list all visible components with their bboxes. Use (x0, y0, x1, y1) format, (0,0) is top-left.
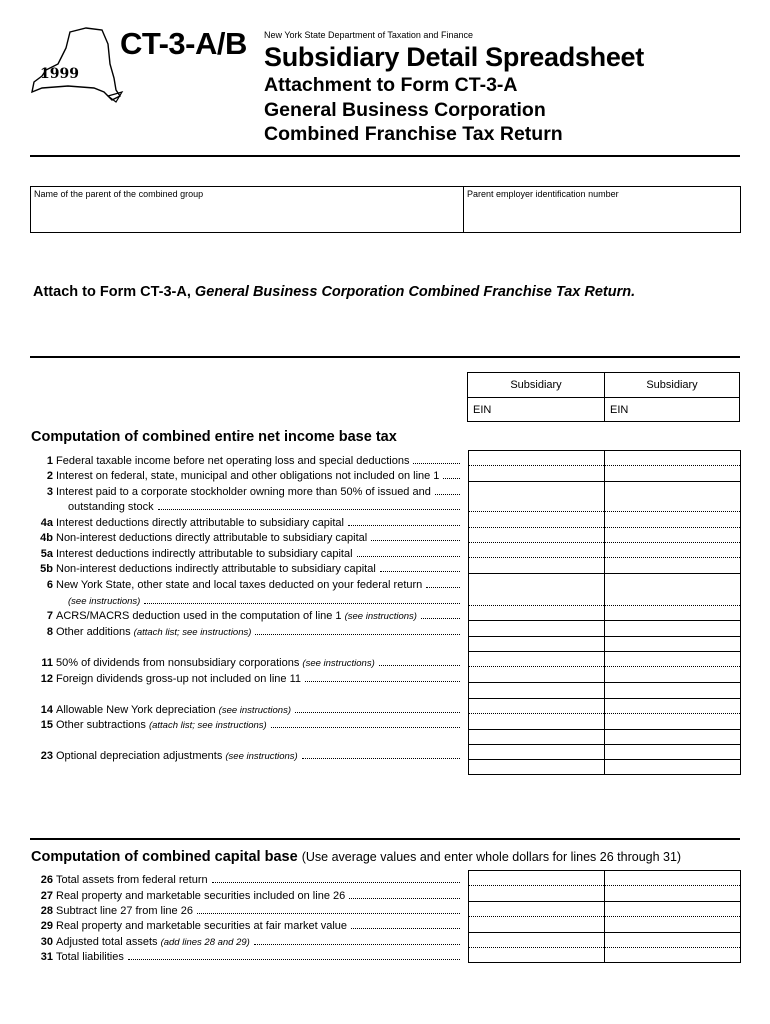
leader-dots (255, 634, 460, 635)
leader-dots (197, 913, 460, 914)
line-note: (see instructions) (344, 611, 417, 622)
line-text: Federal taxable income before net operating loss and special deductions (56, 455, 410, 467)
form-line (20, 517, 462, 529)
line-note: (see instructions) (218, 705, 292, 716)
capital-note: (Use average values and enter whole dollars for lines 26 through 31) (301, 850, 682, 864)
column-headers (467, 372, 740, 422)
line-number: 2 (46, 470, 53, 482)
line-number: 15 (40, 719, 53, 731)
line-text: Real property and marketable securities at fair market value (56, 920, 348, 932)
grid-line (469, 962, 740, 963)
section-divider-bottom (30, 838, 740, 840)
line-note: (see instructions) (302, 658, 375, 669)
line-number: 31 (40, 951, 53, 963)
line-text: Interest deductions directly attributable to subsidiary capital (56, 517, 344, 529)
line-number: 7 (46, 610, 53, 622)
line-text: Subtract line 27 from line 26 (56, 905, 193, 917)
form-line (20, 704, 462, 716)
attach-instruction (33, 284, 635, 300)
grid-line (469, 636, 740, 637)
subsidiary-ein-field[interactable]: EIN (467, 397, 605, 422)
line-text: Real property and marketable securities included on line 26 (56, 890, 346, 902)
line-number: 4a (40, 517, 53, 529)
form-line (20, 920, 462, 932)
line-number: 30 (40, 936, 53, 948)
attach-prefix: Attach to Form CT-3-A, (33, 284, 195, 300)
grid-line (469, 682, 740, 683)
line-number: 5a (40, 548, 53, 560)
income-entry-grid[interactable] (468, 450, 741, 775)
line-note: (attach list; see instructions) (133, 627, 252, 638)
line-text: outstanding stock (68, 501, 154, 513)
line-number: 26 (40, 874, 53, 886)
leader-dots (426, 587, 460, 588)
form-line (20, 595, 462, 607)
line-text: Interest paid to a corporate stockholder owning more than 50% of issued and (56, 486, 431, 498)
grid-line (469, 481, 740, 482)
grid-line (469, 527, 740, 528)
line-text: Interest deductions indirectly attributable to subsidiary capital (56, 548, 353, 560)
grid-line (469, 729, 740, 730)
line-note: (add lines 28 and 29) (160, 937, 250, 948)
grid-line (469, 511, 740, 512)
line-text: Allowable New York depreciation (56, 704, 216, 716)
line-text: Interest on federal, state, municipal and other obligations not included on line 1 (56, 470, 440, 482)
grid-line (469, 666, 740, 667)
form-line (20, 579, 462, 591)
leader-dots (371, 540, 460, 541)
identification-box (30, 186, 741, 233)
leader-dots (305, 681, 460, 682)
form-line (20, 563, 462, 575)
form-line (20, 750, 462, 762)
grid-column-separator (604, 450, 605, 775)
leader-dots (302, 758, 460, 759)
id-box-separator (463, 187, 464, 232)
line-text: Optional depreciation adjustments (56, 750, 223, 762)
form-line (20, 610, 462, 622)
parent-ein-label: Parent employer identification number (467, 189, 619, 199)
line-number: 4b (40, 532, 53, 544)
line-note: (see instructions) (68, 596, 141, 607)
leader-dots (348, 525, 460, 526)
leader-dots (351, 928, 460, 929)
leader-dots (349, 898, 460, 899)
leader-dots (357, 556, 460, 557)
form-line (20, 501, 462, 513)
line-text: Non-interest deductions directly attributable to subsidiary capital (56, 532, 368, 544)
leader-dots (144, 603, 460, 604)
line-text: Other additions (56, 626, 131, 638)
section-divider-top (30, 356, 740, 358)
header-divider (30, 155, 740, 157)
leader-dots (212, 882, 460, 883)
form-title: Subsidiary Detail Spreadsheet (264, 42, 644, 72)
line-number: 1 (46, 455, 53, 467)
form-line (20, 455, 462, 467)
grid-line (469, 465, 740, 466)
column-header-subsidiary: Subsidiary (467, 372, 605, 398)
form-line (20, 951, 462, 963)
line-text: Total liabilities (56, 951, 124, 963)
grid-line (469, 651, 740, 652)
line-number: 11 (41, 657, 53, 669)
capital-title: Computation of combined capital base (31, 849, 298, 865)
grid-line (469, 713, 740, 714)
grid-line (469, 744, 740, 745)
form-line (20, 874, 462, 886)
capital-section-title (31, 849, 681, 865)
grid-line (469, 573, 740, 574)
line-number: 14 (40, 704, 53, 716)
form-line (20, 905, 462, 917)
line-text: 50% of dividends from nonsubsidiary corporations (56, 657, 300, 669)
leader-dots (380, 571, 460, 572)
line-text: Total assets from federal return (56, 874, 208, 886)
grid-line (469, 916, 740, 917)
form-subtitle (264, 73, 563, 147)
form-number: CT-3-A/B (120, 26, 247, 61)
leader-dots (128, 959, 460, 960)
line-number: 27 (40, 890, 53, 902)
column-header-subsidiary: Subsidiary (604, 372, 740, 398)
form-line (20, 548, 462, 560)
subsidiary-ein-field[interactable]: EIN (604, 397, 740, 422)
leader-dots (295, 712, 460, 713)
form-year: 1999 (40, 66, 79, 82)
parent-name-label: Name of the parent of the combined group (34, 189, 204, 199)
income-section-title: Computation of combined entire net income base tax (31, 429, 397, 445)
line-text: New York State, other state and local taxes deducted on your federal return (56, 579, 423, 591)
line-number: 28 (40, 905, 53, 917)
line-text: Non-interest deductions indirectly attributable to subsidiary capital (56, 563, 376, 575)
form-line (20, 470, 462, 482)
attach-form-title: General Business Corporation Combined Franchise Tax Return. (194, 284, 636, 300)
leader-dots (435, 494, 460, 495)
grid-line (469, 870, 740, 871)
line-number: 29 (40, 920, 53, 932)
form-line (20, 890, 462, 902)
grid-line (469, 542, 740, 543)
leader-dots (271, 727, 460, 728)
leader-dots (379, 665, 460, 666)
grid-line (469, 932, 740, 933)
grid-line (469, 557, 740, 558)
line-text: Other subtractions (56, 719, 146, 731)
line-number: 8 (46, 626, 53, 638)
leader-dots (443, 478, 460, 479)
leader-dots (421, 618, 460, 619)
line-number: 3 (46, 486, 53, 498)
line-number: 6 (46, 579, 53, 591)
form-line (20, 532, 462, 544)
form-line (20, 719, 462, 731)
grid-line (469, 759, 740, 760)
form-line (20, 673, 462, 685)
leader-dots (413, 463, 460, 464)
grid-line (469, 947, 740, 948)
grid-line (469, 698, 740, 699)
subtitle-line: General Business Corporation (264, 98, 546, 121)
form-line (20, 486, 462, 498)
leader-dots (254, 944, 460, 945)
grid-line (469, 605, 740, 606)
form-line (20, 936, 462, 948)
leader-dots (158, 509, 460, 510)
line-text: Foreign dividends gross-up not included on line 11 (56, 673, 302, 685)
department-name: New York State Department of Taxation and Finance (264, 30, 473, 40)
grid-line (469, 450, 740, 451)
form-line (20, 657, 462, 669)
line-text: ACRS/MACRS deduction used in the computation of line 1 (56, 610, 342, 622)
grid-line (469, 774, 740, 775)
new-york-state-map-logo (28, 26, 124, 112)
line-text: Adjusted total assets (56, 936, 158, 948)
form-line (20, 626, 462, 638)
subtitle-line: Attachment to Form CT-3-A (264, 74, 518, 96)
grid-line (469, 885, 740, 886)
line-note: (see instructions) (225, 751, 298, 762)
line-number: 12 (40, 673, 53, 685)
grid-line (469, 901, 740, 902)
capital-entry-grid[interactable] (468, 870, 741, 963)
grid-line (469, 620, 740, 621)
line-note: (attach list; see instructions) (148, 720, 267, 731)
subtitle-line: Combined Franchise Tax Return (264, 123, 563, 145)
line-number: 23 (40, 750, 53, 762)
line-number: 5b (40, 563, 53, 575)
